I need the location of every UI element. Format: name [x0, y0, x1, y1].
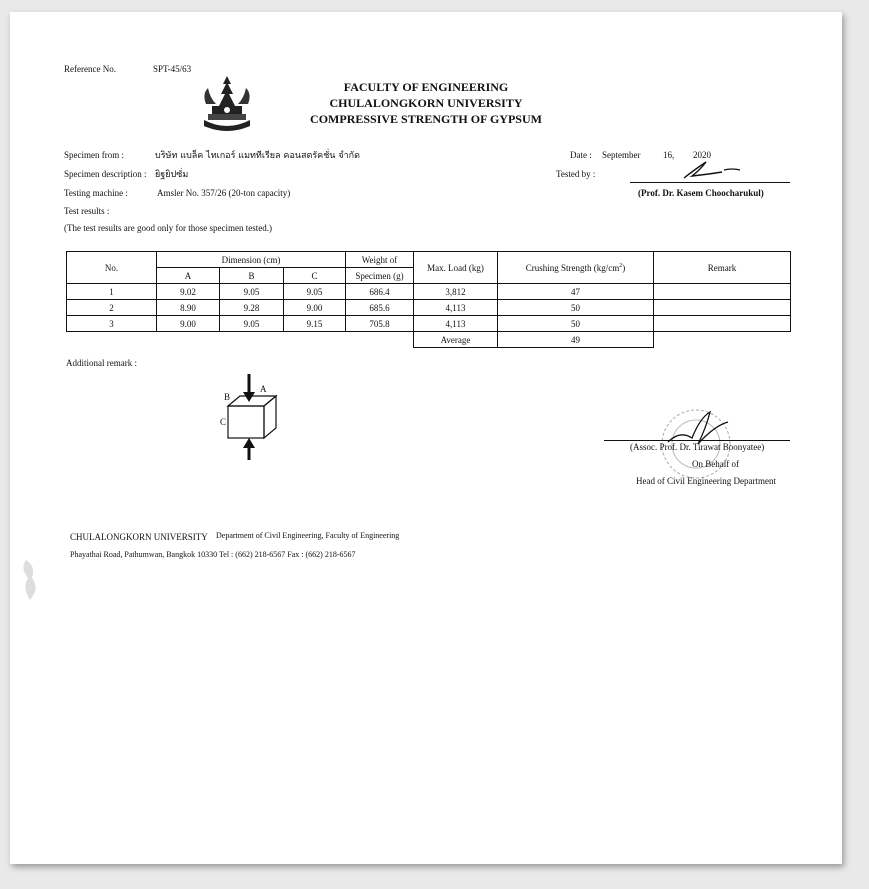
header-line1: FACULTY OF ENGINEERING	[343, 80, 509, 94]
header-weight-1: Weight of	[346, 252, 414, 268]
cell-weight: 705.8	[346, 316, 414, 332]
tested-by-name: (Prof. Dr. Kasem Choocharukul)	[638, 188, 764, 198]
cell-remark	[654, 316, 791, 332]
average-row	[67, 332, 791, 348]
cell-c: 9.15	[284, 316, 346, 332]
average-value: 49	[498, 332, 654, 348]
cell-load: 4,113	[414, 316, 498, 332]
cell-no: 1	[67, 284, 157, 300]
tested-by-line	[630, 182, 790, 183]
header-strength-sup: 2	[619, 262, 623, 269]
diagram-label-a: A	[260, 384, 267, 394]
header-line2: CHULALONGKORN UNIVERSITY	[329, 96, 523, 110]
specimen-from-value: บริษัท แบล็ค ไทเกอร์ แมททีเรียล คอนสตรัคชั่น จำกัด	[155, 151, 360, 161]
footer-department: Department of Civil Engineering, Faculty of Engineering	[216, 531, 400, 540]
diagram-label-b: B	[224, 392, 231, 402]
header-no: No.	[67, 252, 157, 284]
cell-b: 9.05	[220, 316, 284, 332]
header-strength	[498, 252, 654, 284]
cell-load: 3,812	[414, 284, 498, 300]
results-note: (The test results are good only for those specimen tested.)	[64, 223, 272, 233]
cell-a: 9.02	[157, 284, 220, 300]
cell-strength: 47	[498, 284, 654, 300]
cell-no: 3	[67, 316, 157, 332]
average-label: Average	[414, 332, 498, 348]
header-strength-text: Crushing Strength (kg/cm	[525, 262, 620, 273]
specimen-cube-diagram	[216, 370, 292, 462]
date-year: 2020	[693, 150, 711, 160]
average-spacer	[67, 332, 414, 348]
reference-label: Reference No.	[64, 64, 116, 74]
machine-value: Amsler No. 357/26 (20-ton capacity)	[157, 188, 291, 198]
cell-weight: 686.4	[346, 284, 414, 300]
date-day: 16,	[663, 150, 675, 160]
header-load: Max. Load (kg)	[414, 252, 498, 284]
table-row	[67, 300, 791, 316]
date-label: Date :	[570, 150, 592, 160]
cell-a: 8.90	[157, 300, 220, 316]
header-c: C	[284, 268, 346, 284]
header-strength-end: )	[622, 262, 626, 273]
cell-load: 4,113	[414, 300, 498, 316]
machine-label: Testing machine :	[64, 188, 128, 198]
table-row	[67, 284, 791, 300]
average-spacer-right	[654, 332, 791, 348]
document-page	[10, 12, 842, 864]
header-dimension: Dimension (cm)	[157, 252, 346, 268]
cell-c: 9.00	[284, 300, 346, 316]
cell-remark	[654, 284, 791, 300]
table-header-row	[67, 252, 791, 268]
reference-value: SPT-45/63	[153, 64, 192, 74]
cell-remark	[654, 300, 791, 316]
cell-weight: 685.6	[346, 300, 414, 316]
signatory-behalf: On Behalf of	[692, 459, 739, 469]
table-row	[67, 316, 791, 332]
cell-strength: 50	[498, 316, 654, 332]
signature-kasem	[680, 156, 760, 182]
additional-remark-label: Additional remark :	[66, 358, 137, 368]
header-a: A	[157, 268, 220, 284]
date-month: September	[602, 150, 641, 160]
results-label: Test results :	[64, 206, 110, 216]
tested-by-label: Tested by :	[556, 169, 596, 179]
cell-b: 9.05	[220, 284, 284, 300]
header-line3: COMPRESSIVE STRENGTH OF GYPSUM	[310, 112, 542, 126]
header-remark: Remark	[654, 252, 791, 284]
diagram-label-c: C	[220, 417, 227, 427]
signatory-title: Head of Civil Engineering Department	[636, 476, 776, 486]
cell-strength: 50	[498, 300, 654, 316]
cell-a: 9.00	[157, 316, 220, 332]
footer-university: CHULALONGKORN UNIVERSITY	[70, 532, 208, 542]
cell-no: 2	[67, 300, 157, 316]
specimen-desc-label: Specimen description :	[64, 169, 147, 179]
header-b: B	[220, 268, 284, 284]
header-weight-2: Specimen (g)	[346, 268, 414, 284]
results-table	[66, 251, 791, 348]
footer-address: Phayathai Road, Pathumwan, Bangkok 10330 Tel : (662) 218-6567 Fax : (662) 218-6567	[70, 550, 356, 559]
cell-c: 9.05	[284, 284, 346, 300]
signatory-name: (Assoc. Prof. Dr. Tirawat Boonyatee)	[630, 442, 765, 452]
cell-b: 9.28	[220, 300, 284, 316]
sign-line-2	[604, 440, 790, 441]
specimen-desc-value: ยิฐยิปซั่ม	[155, 170, 189, 180]
scan-artifact	[18, 554, 48, 604]
specimen-from-label: Specimen from :	[64, 150, 124, 160]
